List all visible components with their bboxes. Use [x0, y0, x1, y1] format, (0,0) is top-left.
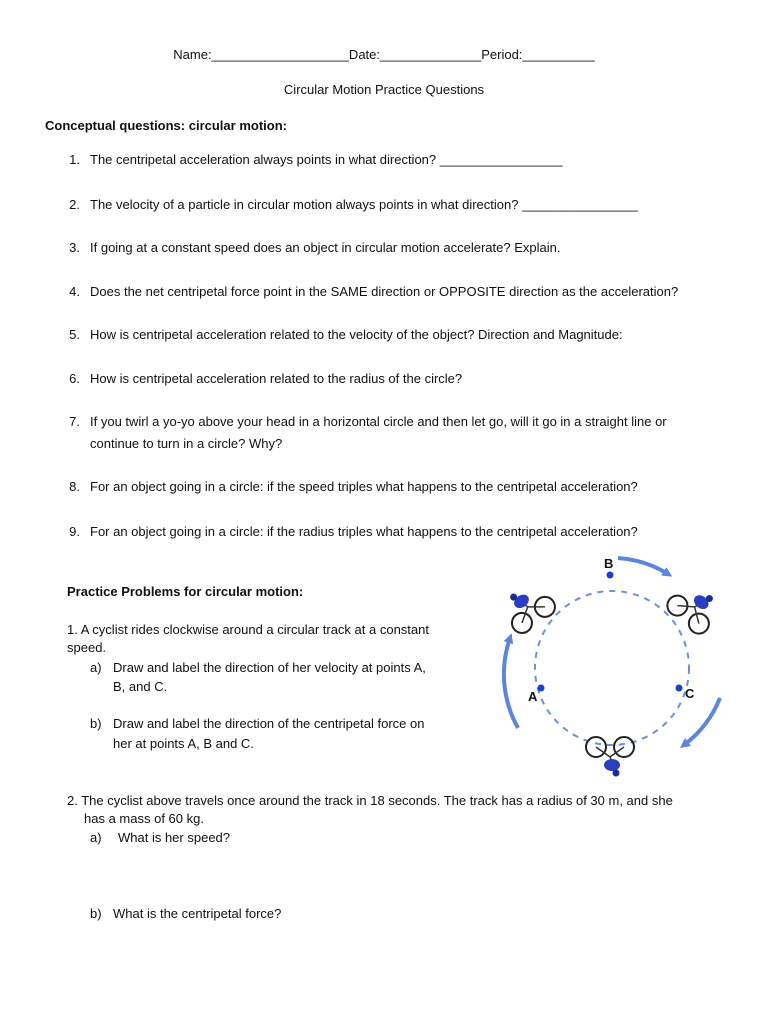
- problem-1a-label: a): [90, 660, 102, 675]
- question-text: If going at a constant speed does an object in circular motion accelerate? Explain.: [90, 240, 561, 255]
- problem-1-text-line2: speed.: [67, 640, 107, 655]
- problem-2a-text: What is her speed?: [118, 830, 231, 845]
- question-text: For an object going in a circle: if the radius triples what happens to the centripetal acceleration?: [90, 524, 638, 539]
- question-number: 5.: [69, 327, 80, 342]
- clockwise-arrow-right: [684, 698, 720, 745]
- circular-track-diagram: [492, 548, 732, 788]
- question-number: 6.: [69, 371, 80, 386]
- question-number: 4.: [69, 284, 80, 299]
- problem-2b-text: What is the centripetal force?: [113, 906, 282, 921]
- question-text: If you twirl a yo-yo above your head in a horizontal circle and then let go, will it go in a straight line or: [90, 414, 667, 429]
- clockwise-arrow-left: [504, 638, 518, 728]
- track-dashed-circle: [535, 591, 689, 745]
- conceptual-heading: Conceptual questions: circular motion:: [45, 118, 287, 133]
- cyclist-icon-left: [497, 577, 559, 637]
- question-number: 3.: [69, 240, 80, 255]
- circular-track-svg: [492, 548, 732, 788]
- question-text: Does the net centripetal force point in the SAME direction or OPPOSITE direction as the acceleration?: [90, 284, 679, 299]
- problem-1b-label: b): [90, 716, 102, 731]
- question-text: For an object going in a circle: if the speed triples what happens to the centripetal acceleration?: [90, 479, 638, 494]
- worksheet-title: Circular Motion Practice Questions: [283, 82, 485, 97]
- question-text: continue to turn in a circle? Why?: [90, 436, 283, 451]
- question-number: 2.: [69, 197, 80, 212]
- point-b-label: B: [604, 556, 614, 571]
- question-text: How is centripetal acceleration related to the velocity of the object? Direction and Magnitude:: [90, 327, 623, 342]
- question-text: The centripetal acceleration always points in what direction? _________________: [90, 152, 563, 167]
- question-number: 9.: [69, 524, 80, 539]
- point-a-dot: [538, 685, 545, 692]
- practice-heading: Practice Problems for circular motion:: [67, 584, 304, 599]
- problem-1b-text-line1: Draw and label the direction of the centripetal force on: [113, 716, 425, 731]
- question-text: How is centripetal acceleration related to the radius of the circle?: [90, 371, 463, 386]
- question-number: 1.: [69, 152, 80, 167]
- problem-2b-label: b): [90, 906, 102, 921]
- point-c-label: C: [685, 686, 695, 701]
- question-number: 8.: [69, 479, 80, 494]
- point-a-label: A: [528, 689, 538, 704]
- problem-1a-text-line1: Draw and label the direction of her velocity at points A,: [113, 660, 426, 675]
- problem-2-text-line2: has a mass of 60 kg.: [84, 811, 204, 826]
- problem-1a-text-line2: B, and C.: [113, 679, 168, 694]
- problem-2a-label: a): [90, 830, 102, 845]
- question-text: The velocity of a particle in circular motion always points in what direction? ________________: [90, 197, 638, 212]
- cyclist-icon-right: [663, 577, 725, 638]
- problem-2-text-line1: 2. The cyclist above travels once around the track in 18 seconds. The track has a radius of 30 m, and she: [67, 793, 673, 808]
- cyclist-icon-bottom: [586, 737, 634, 777]
- problem-1b-text-line2: her at points A, B and C.: [113, 736, 254, 751]
- point-b-dot: [607, 572, 614, 579]
- problem-1-text-line1: 1. A cyclist rides clockwise around a circular track at a constant: [67, 622, 429, 637]
- point-c-dot: [676, 685, 683, 692]
- name-date-period-line: Name:___________________Date:______________Period:__________: [173, 47, 595, 62]
- question-number: 7.: [69, 414, 80, 429]
- clockwise-arrow-top: [618, 558, 668, 574]
